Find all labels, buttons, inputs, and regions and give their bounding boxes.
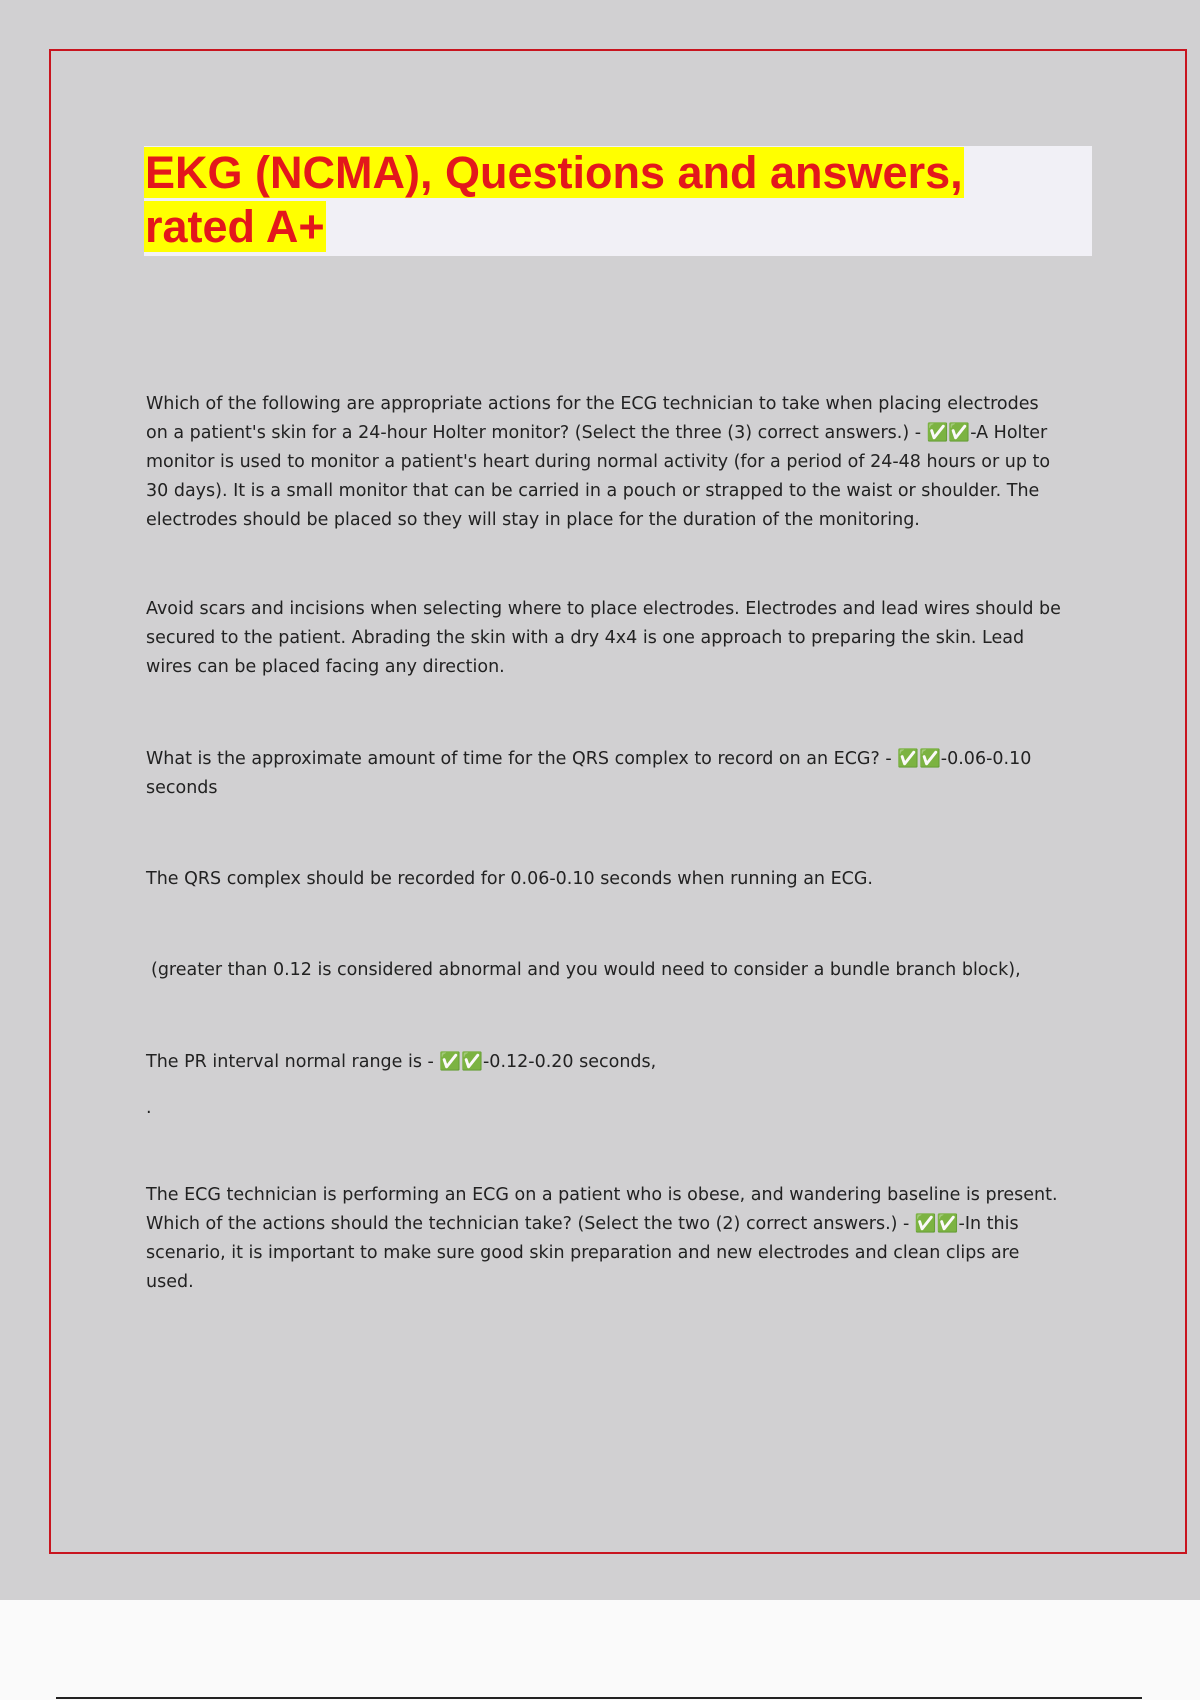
- title-line-2: rated A+: [145, 201, 325, 252]
- text-line: electrodes should be placed so they will stay in place for the duration of the monitoring.: [146, 510, 920, 530]
- text-line: What is the approximate amount of time for the QRS complex to record on an ECG? - ✅✅-0.06-0.10: [146, 749, 1032, 769]
- text-line: .: [146, 1098, 152, 1118]
- paragraph-qrs-note: [146, 956, 1091, 985]
- paragraph-qrs-question: [146, 745, 1091, 803]
- paragraph-pr-interval: [146, 1048, 1091, 1077]
- paragraph-electrode-placement: [146, 595, 1091, 682]
- text-line: seconds: [146, 778, 218, 798]
- text-line: (greater than 0.12 is considered abnormal and you would need to consider a bundle branch block),: [151, 960, 1021, 980]
- text-line: wires can be placed facing any direction.: [146, 657, 505, 677]
- title-line-1: EKG (NCMA), Questions and answers,: [145, 147, 963, 198]
- paragraph-holter-question: [146, 390, 1091, 535]
- text-line: on a patient's skin for a 24-hour Holter monitor? (Select the three (3) correct answers.) - ✅✅-A Holter: [146, 423, 1048, 443]
- text-line: Avoid scars and incisions when selecting where to place electrodes. Electrodes and lead wires should be: [146, 599, 1061, 619]
- text-line: Which of the following are appropriate actions for the ECG technician to take when placing electrodes: [146, 394, 1039, 414]
- document-title: [144, 146, 1092, 254]
- text-line: used.: [146, 1272, 194, 1292]
- text-line: 30 days). It is a small monitor that can be carried in a pouch or strapped to the waist or shoulder. The: [146, 481, 1040, 501]
- text-line: The ECG technician is performing an ECG on a patient who is obese, and wandering baseline is present.: [146, 1185, 1058, 1205]
- text-line: Which of the actions should the technician take? (Select the two (2) correct answers.) - ✅✅-In this: [146, 1214, 1019, 1234]
- paragraph-qrs-answer: [146, 865, 1091, 894]
- text-line: The QRS complex should be recorded for 0.06-0.10 seconds when running an ECG.: [146, 869, 873, 889]
- text-line: scenario, it is important to make sure good skin preparation and new electrodes and clean clips are: [146, 1243, 1020, 1263]
- paragraph-dot: [146, 1094, 1091, 1123]
- text-line: The PR interval normal range is - ✅✅-0.12-0.20 seconds,: [146, 1052, 657, 1072]
- title-box: [144, 146, 1092, 256]
- text-line: secured to the patient. Abrading the skin with a dry 4x4 is one approach to preparing the skin. Lead: [146, 628, 1025, 648]
- paragraph-obese-patient-question: [146, 1181, 1091, 1297]
- document-body: [146, 390, 1091, 1297]
- next-page-divider: [56, 1697, 1142, 1699]
- text-line: monitor is used to monitor a patient's heart during normal activity (for a period of 24-48 hours or up to: [146, 452, 1051, 472]
